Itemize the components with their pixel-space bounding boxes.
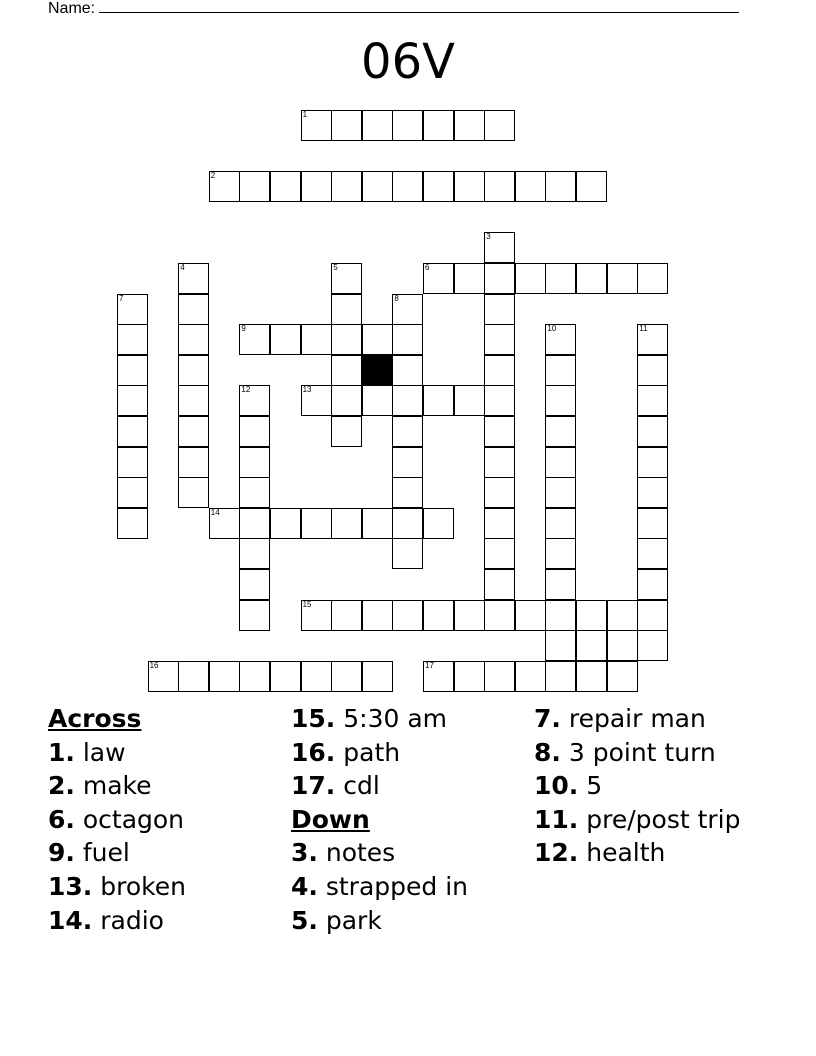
grid-cell[interactable] bbox=[637, 324, 668, 355]
grid-cell[interactable] bbox=[117, 447, 148, 478]
clue-down-3: 3. notes bbox=[291, 838, 396, 868]
grid-cell[interactable] bbox=[576, 630, 607, 661]
grid-cell[interactable] bbox=[545, 263, 576, 294]
grid-cell[interactable] bbox=[117, 416, 148, 447]
grid-cell[interactable] bbox=[392, 538, 423, 569]
cell-number: 12 bbox=[241, 385, 251, 395]
clue-across-2: 2. make bbox=[48, 771, 152, 801]
grid-cell[interactable] bbox=[637, 416, 668, 447]
cell-number: 8 bbox=[394, 293, 399, 303]
grid-cell[interactable] bbox=[484, 600, 515, 631]
grid-cell[interactable] bbox=[484, 538, 515, 569]
cell-number: 14 bbox=[210, 507, 220, 517]
grid-cell[interactable] bbox=[515, 171, 546, 202]
grid-cell[interactable] bbox=[545, 630, 576, 661]
grid-cell[interactable] bbox=[637, 477, 668, 508]
grid-cell[interactable] bbox=[392, 477, 423, 508]
grid-cell[interactable] bbox=[239, 508, 270, 539]
cell-number: 15 bbox=[302, 599, 312, 609]
grid-cell[interactable] bbox=[362, 171, 393, 202]
grid-cell[interactable] bbox=[484, 477, 515, 508]
clue-down-12: 12. health bbox=[534, 838, 666, 868]
across-heading: Across bbox=[48, 704, 142, 733]
grid-cell[interactable] bbox=[239, 569, 270, 600]
grid-cell[interactable] bbox=[209, 171, 240, 202]
grid-cell[interactable] bbox=[117, 324, 148, 355]
grid-cell[interactable] bbox=[301, 385, 332, 416]
grid-cell[interactable] bbox=[484, 385, 515, 416]
grid-cell[interactable] bbox=[545, 538, 576, 569]
grid-cell[interactable] bbox=[637, 600, 668, 631]
grid-cell[interactable] bbox=[607, 600, 638, 631]
grid-cell[interactable] bbox=[423, 600, 454, 631]
cell-number: 10 bbox=[547, 324, 557, 334]
clue-column-3 bbox=[534, 702, 741, 870]
grid-cell[interactable] bbox=[178, 385, 209, 416]
grid-cell[interactable] bbox=[484, 661, 515, 692]
grid-cell[interactable] bbox=[637, 508, 668, 539]
grid-cell[interactable] bbox=[178, 324, 209, 355]
grid-cell[interactable] bbox=[178, 661, 209, 692]
cell-number: 9 bbox=[241, 324, 246, 334]
grid-cell[interactable] bbox=[331, 416, 362, 447]
black-square bbox=[362, 355, 393, 386]
grid-cell[interactable] bbox=[362, 110, 393, 141]
grid-cell[interactable] bbox=[637, 447, 668, 478]
cell-number: 4 bbox=[180, 263, 185, 272]
grid-cell[interactable] bbox=[178, 355, 209, 386]
clue-across-14: 14. radio bbox=[48, 905, 164, 935]
grid-cell[interactable] bbox=[117, 355, 148, 386]
grid-cell[interactable] bbox=[331, 355, 362, 386]
clue-down-4: 4. strapped in bbox=[291, 871, 469, 901]
grid-cell[interactable] bbox=[178, 416, 209, 447]
grid-cell[interactable] bbox=[607, 263, 638, 294]
grid-cell[interactable] bbox=[637, 630, 668, 661]
cell-number: 2 bbox=[210, 171, 216, 181]
cell-number: 11 bbox=[639, 324, 648, 334]
grid-cell[interactable] bbox=[239, 661, 270, 692]
grid-cell[interactable] bbox=[576, 171, 607, 202]
cell-number: 5 bbox=[333, 263, 338, 272]
grid-cell[interactable] bbox=[576, 661, 607, 692]
grid-cell[interactable] bbox=[270, 171, 301, 202]
grid-cell[interactable] bbox=[545, 355, 576, 386]
grid-cell[interactable] bbox=[117, 508, 148, 539]
grid-cell[interactable] bbox=[484, 110, 515, 141]
grid-cell[interactable] bbox=[576, 600, 607, 631]
puzzle-title: 06V bbox=[361, 34, 455, 90]
grid-cell[interactable] bbox=[454, 661, 485, 692]
cell-number: 16 bbox=[149, 660, 159, 670]
grid-cell[interactable] bbox=[576, 263, 607, 294]
grid-cell[interactable] bbox=[423, 661, 454, 692]
clue-across-15: 15. 5:30 am bbox=[291, 704, 448, 733]
grid-cell[interactable] bbox=[484, 263, 515, 294]
grid-cell[interactable] bbox=[362, 661, 393, 692]
grid-cell[interactable] bbox=[209, 508, 240, 539]
grid-cell[interactable] bbox=[454, 600, 485, 631]
grid-cell[interactable] bbox=[301, 110, 332, 141]
grid-cell[interactable] bbox=[423, 508, 454, 539]
grid-cell[interactable] bbox=[637, 385, 668, 416]
grid-cell[interactable] bbox=[178, 477, 209, 508]
clue-across-17: 17. cdl bbox=[291, 771, 380, 801]
grid-cell[interactable] bbox=[331, 385, 362, 416]
grid-cell[interactable] bbox=[484, 171, 515, 202]
grid-cell[interactable] bbox=[270, 324, 301, 355]
grid-cell[interactable] bbox=[545, 385, 576, 416]
grid-cell[interactable] bbox=[454, 110, 485, 141]
grid-cell[interactable] bbox=[484, 508, 515, 539]
name-label: Name: bbox=[48, 0, 96, 17]
grid-cell[interactable] bbox=[423, 110, 454, 141]
grid-cell[interactable] bbox=[362, 600, 393, 631]
cell-number: 17 bbox=[425, 660, 434, 670]
clue-down-11: 11. pre/post trip bbox=[534, 804, 741, 834]
grid-cell[interactable] bbox=[423, 385, 454, 416]
grid-cell[interactable] bbox=[301, 600, 332, 631]
grid-cell[interactable] bbox=[515, 263, 546, 294]
clue-across-6: 6. octagon bbox=[48, 804, 185, 834]
grid-cell[interactable] bbox=[545, 508, 576, 539]
grid-cell[interactable] bbox=[331, 294, 362, 325]
grid-cell[interactable] bbox=[301, 171, 332, 202]
grid-cell[interactable] bbox=[178, 447, 209, 478]
grid-cell[interactable] bbox=[545, 447, 576, 478]
grid-cell[interactable] bbox=[607, 661, 638, 692]
grid-cell[interactable] bbox=[331, 171, 362, 202]
grid-cell[interactable] bbox=[637, 355, 668, 386]
grid-cell[interactable] bbox=[209, 661, 240, 692]
grid-cell[interactable] bbox=[545, 171, 576, 202]
grid-cell[interactable] bbox=[117, 477, 148, 508]
grid-cell[interactable] bbox=[484, 416, 515, 447]
cell-number: 3 bbox=[486, 232, 491, 242]
grid-cell[interactable] bbox=[423, 171, 454, 202]
grid-cell[interactable] bbox=[392, 294, 423, 325]
clue-across-1: 1. law bbox=[48, 737, 126, 767]
grid-cell[interactable] bbox=[117, 385, 148, 416]
grid-cell[interactable] bbox=[362, 508, 393, 539]
clue-across-9: 9. fuel bbox=[48, 838, 130, 868]
grid-cell[interactable] bbox=[331, 508, 362, 539]
grid-cell[interactable] bbox=[270, 508, 301, 539]
grid-cell[interactable] bbox=[331, 263, 362, 294]
grid-cell[interactable] bbox=[484, 324, 515, 355]
grid-cell[interactable] bbox=[484, 355, 515, 386]
grid-cell[interactable] bbox=[545, 600, 576, 631]
grid-cell[interactable] bbox=[637, 538, 668, 569]
grid-cell[interactable] bbox=[637, 569, 668, 600]
grid-cell[interactable] bbox=[239, 477, 270, 508]
grid-cell[interactable] bbox=[331, 110, 362, 141]
clue-down-7: 7. repair man bbox=[534, 704, 706, 733]
cell-number: 13 bbox=[302, 385, 312, 395]
grid-cell[interactable] bbox=[545, 324, 576, 355]
grid-cell[interactable] bbox=[454, 171, 485, 202]
grid-cell[interactable] bbox=[392, 171, 423, 202]
grid-cell[interactable] bbox=[239, 416, 270, 447]
grid-cell[interactable] bbox=[392, 600, 423, 631]
grid-cell[interactable] bbox=[392, 508, 423, 539]
grid-cell[interactable] bbox=[301, 661, 332, 692]
grid-cell[interactable] bbox=[392, 110, 423, 141]
grid-cell[interactable] bbox=[515, 600, 546, 631]
clue-across-16: 16. path bbox=[291, 737, 401, 767]
grid-cell[interactable] bbox=[239, 538, 270, 569]
grid-cell[interactable] bbox=[392, 385, 423, 416]
grid-cell[interactable] bbox=[392, 416, 423, 447]
grid-cell[interactable] bbox=[515, 661, 546, 692]
grid-cell[interactable] bbox=[484, 569, 515, 600]
clue-down-8: 8. 3 point turn bbox=[534, 737, 716, 767]
clue-down-5: 5. park bbox=[291, 905, 382, 935]
grid-cell[interactable] bbox=[545, 661, 576, 692]
grid-cell[interactable] bbox=[637, 263, 668, 294]
grid-cell[interactable] bbox=[392, 355, 423, 386]
grid-cell[interactable] bbox=[607, 630, 638, 661]
grid-cell[interactable] bbox=[117, 294, 148, 325]
grid-cell[interactable] bbox=[484, 232, 515, 263]
grid-cell[interactable] bbox=[454, 263, 485, 294]
cell-number: 6 bbox=[425, 263, 430, 272]
grid-cell[interactable] bbox=[545, 416, 576, 447]
grid-cell[interactable] bbox=[301, 324, 332, 355]
grid-cell[interactable] bbox=[362, 385, 393, 416]
grid-cell[interactable] bbox=[178, 263, 209, 294]
grid-cell[interactable] bbox=[484, 447, 515, 478]
grid-cell[interactable] bbox=[545, 477, 576, 508]
grid-cell[interactable] bbox=[392, 324, 423, 355]
grid-cell[interactable] bbox=[301, 508, 332, 539]
down-heading: Down bbox=[291, 804, 370, 834]
cell-number: 1 bbox=[302, 110, 308, 119]
grid-cell[interactable] bbox=[239, 385, 270, 416]
clue-down-10: 10. 5 bbox=[534, 771, 603, 801]
clue-column-2 bbox=[291, 702, 468, 937]
cell-number: 7 bbox=[119, 293, 124, 303]
grid-cell[interactable] bbox=[178, 294, 209, 325]
grid-cell[interactable] bbox=[239, 324, 270, 355]
grid-cell[interactable] bbox=[423, 263, 454, 294]
clue-across-13: 13. broken bbox=[48, 871, 186, 901]
grid-cell[interactable] bbox=[148, 661, 179, 692]
grid-cell[interactable] bbox=[392, 447, 423, 478]
grid-cell[interactable] bbox=[239, 447, 270, 478]
grid-cell[interactable] bbox=[331, 661, 362, 692]
grid-cell[interactable] bbox=[545, 569, 576, 600]
clue-column-1 bbox=[48, 702, 186, 937]
grid-cell[interactable] bbox=[239, 171, 270, 202]
grid-cell[interactable] bbox=[331, 324, 362, 355]
grid-cell[interactable] bbox=[484, 294, 515, 325]
grid-cell[interactable] bbox=[362, 324, 393, 355]
grid-cell[interactable] bbox=[270, 661, 301, 692]
grid-cell[interactable] bbox=[454, 385, 485, 416]
grid-cell[interactable] bbox=[331, 600, 362, 631]
grid-cell[interactable] bbox=[239, 600, 270, 631]
